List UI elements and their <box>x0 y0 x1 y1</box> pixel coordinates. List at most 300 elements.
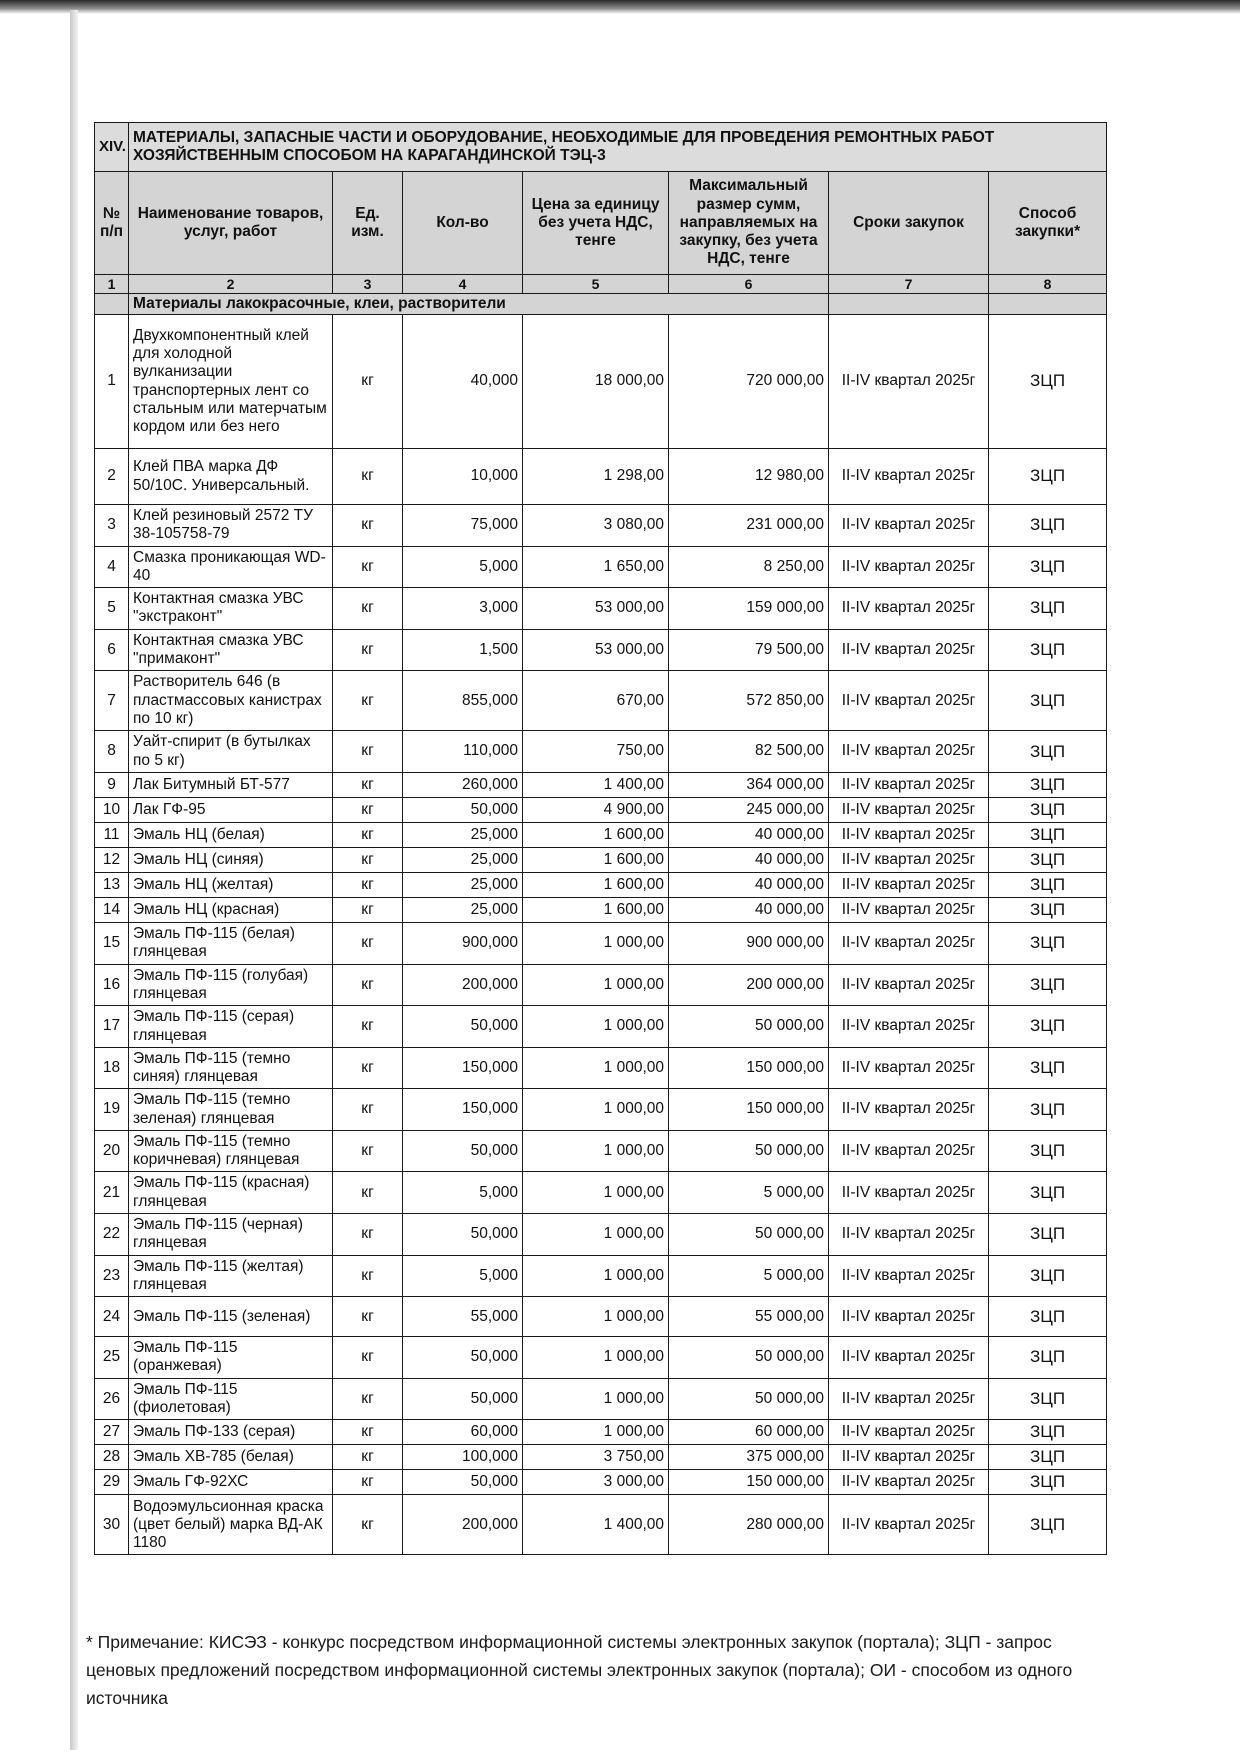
max-amount: 60 000,00 <box>669 1420 829 1445</box>
unit: кг <box>333 671 403 731</box>
item-name: Эмаль ГФ-92ХС <box>129 1470 333 1495</box>
unit-price: 3 080,00 <box>523 505 669 547</box>
table-row <box>95 1420 1107 1445</box>
max-amount: 720 000,00 <box>669 315 829 449</box>
row-number: 23 <box>95 1255 129 1297</box>
row-number: 29 <box>95 1470 129 1495</box>
quantity: 50,000 <box>403 1378 523 1420</box>
unit: кг <box>333 588 403 630</box>
row-number: 11 <box>95 822 129 847</box>
column-number-row <box>95 275 1107 294</box>
unit-price: 1 000,00 <box>523 1297 669 1337</box>
item-name: Лак ГФ-95 <box>129 797 333 822</box>
purchase-period: II-IV квартал 2025г <box>829 629 989 671</box>
unit: кг <box>333 1130 403 1172</box>
unit: кг <box>333 923 403 965</box>
column-header: Цена за единицу без учета НДС, тенге <box>523 172 669 275</box>
unit: кг <box>333 731 403 773</box>
table-row <box>95 449 1107 505</box>
unit: кг <box>333 873 403 898</box>
quantity: 1,500 <box>403 629 523 671</box>
quantity: 50,000 <box>403 1130 523 1172</box>
purchase-method: ЗЦП <box>989 873 1107 898</box>
column-header-row <box>95 172 1107 275</box>
row-number: 2 <box>95 449 129 505</box>
quantity: 5,000 <box>403 1255 523 1297</box>
row-number: 3 <box>95 505 129 547</box>
max-amount: 50 000,00 <box>669 1006 829 1048</box>
purchase-period: II-IV квартал 2025г <box>829 315 989 449</box>
item-name: Эмаль ПФ-115 (серая) глянцевая <box>129 1006 333 1048</box>
category-row <box>95 294 1107 315</box>
purchase-period: II-IV квартал 2025г <box>829 873 989 898</box>
unit-price: 1 600,00 <box>523 898 669 923</box>
item-name: Эмаль ПФ-115 (белая) глянцевая <box>129 923 333 965</box>
quantity: 110,000 <box>403 731 523 773</box>
column-number: 6 <box>669 275 829 294</box>
row-number: 27 <box>95 1420 129 1445</box>
quantity: 25,000 <box>403 898 523 923</box>
unit: кг <box>333 1445 403 1470</box>
max-amount: 40 000,00 <box>669 822 829 847</box>
purchase-period: II-IV квартал 2025г <box>829 1470 989 1495</box>
quantity: 60,000 <box>403 1420 523 1445</box>
purchase-period: II-IV квартал 2025г <box>829 1255 989 1297</box>
unit: кг <box>333 847 403 872</box>
unit: кг <box>333 772 403 797</box>
purchase-method: ЗЦП <box>989 797 1107 822</box>
unit: кг <box>333 505 403 547</box>
max-amount: 375 000,00 <box>669 1445 829 1470</box>
quantity: 150,000 <box>403 1047 523 1089</box>
column-number: 3 <box>333 275 403 294</box>
purchase-method: ЗЦП <box>989 898 1107 923</box>
purchase-method: ЗЦП <box>989 847 1107 872</box>
item-name: Эмаль НЦ (белая) <box>129 822 333 847</box>
purchase-method: ЗЦП <box>989 772 1107 797</box>
column-number: 1 <box>95 275 129 294</box>
purchase-method: ЗЦП <box>989 1255 1107 1297</box>
quantity: 25,000 <box>403 822 523 847</box>
quantity: 5,000 <box>403 546 523 588</box>
purchase-period: II-IV квартал 2025г <box>829 731 989 773</box>
max-amount: 200 000,00 <box>669 964 829 1006</box>
quantity: 150,000 <box>403 1089 523 1131</box>
purchase-period: II-IV квартал 2025г <box>829 1089 989 1131</box>
unit-price: 1 600,00 <box>523 822 669 847</box>
max-amount: 5 000,00 <box>669 1255 829 1297</box>
max-amount: 364 000,00 <box>669 772 829 797</box>
quantity: 50,000 <box>403 1470 523 1495</box>
row-number: 10 <box>95 797 129 822</box>
max-amount: 40 000,00 <box>669 898 829 923</box>
quantity: 5,000 <box>403 1172 523 1214</box>
unit: кг <box>333 1006 403 1048</box>
unit: кг <box>333 1297 403 1337</box>
row-number: 4 <box>95 546 129 588</box>
scan-edge-top <box>0 0 1240 14</box>
table-row <box>95 772 1107 797</box>
item-name: Эмаль ПФ-133 (серая) <box>129 1420 333 1445</box>
unit-price: 53 000,00 <box>523 588 669 630</box>
purchase-period: II-IV квартал 2025г <box>829 847 989 872</box>
row-number: 21 <box>95 1172 129 1214</box>
item-name: Эмаль ПФ-115 (фиолетовая) <box>129 1378 333 1420</box>
table-row <box>95 1130 1107 1172</box>
table-row <box>95 847 1107 872</box>
purchase-period: II-IV квартал 2025г <box>829 1445 989 1470</box>
row-number: 28 <box>95 1445 129 1470</box>
max-amount: 5 000,00 <box>669 1172 829 1214</box>
item-name: Клей ПВА марка ДФ 50/10С. Универсальный. <box>129 449 333 505</box>
purchase-method: ЗЦП <box>989 1297 1107 1337</box>
quantity: 3,000 <box>403 588 523 630</box>
unit-price: 670,00 <box>523 671 669 731</box>
purchase-period: II-IV квартал 2025г <box>829 898 989 923</box>
item-name: Эмаль ХВ-785 (белая) <box>129 1445 333 1470</box>
unit-price: 3 000,00 <box>523 1470 669 1495</box>
quantity: 50,000 <box>403 1006 523 1048</box>
unit: кг <box>333 964 403 1006</box>
quantity: 900,000 <box>403 923 523 965</box>
unit-price: 1 298,00 <box>523 449 669 505</box>
item-name: Смазка проникающая WD-40 <box>129 546 333 588</box>
purchase-method: ЗЦП <box>989 629 1107 671</box>
column-header: Ед. изм. <box>333 172 403 275</box>
purchase-period: II-IV квартал 2025г <box>829 671 989 731</box>
purchase-period: II-IV квартал 2025г <box>829 1420 989 1445</box>
purchase-method: ЗЦП <box>989 1378 1107 1420</box>
purchase-period: II-IV квартал 2025г <box>829 1297 989 1337</box>
unit-price: 1 000,00 <box>523 964 669 1006</box>
quantity: 260,000 <box>403 772 523 797</box>
row-number: 18 <box>95 1047 129 1089</box>
column-header: Кол-во <box>403 172 523 275</box>
purchase-method: ЗЦП <box>989 546 1107 588</box>
table-row <box>95 731 1107 773</box>
column-number: 4 <box>403 275 523 294</box>
max-amount: 50 000,00 <box>669 1214 829 1256</box>
item-name: Уайт-спирит (в бутылках по 5 кг) <box>129 731 333 773</box>
table-row <box>95 1006 1107 1048</box>
purchase-method: ЗЦП <box>989 315 1107 449</box>
purchase-method: ЗЦП <box>989 822 1107 847</box>
column-header: Сроки закупок <box>829 172 989 275</box>
row-number: 17 <box>95 1006 129 1048</box>
unit-price: 1 600,00 <box>523 873 669 898</box>
row-number: 15 <box>95 923 129 965</box>
unit-price: 1 400,00 <box>523 1495 669 1555</box>
procurement-table <box>94 122 1107 1555</box>
purchase-method: ЗЦП <box>989 1337 1107 1379</box>
quantity: 200,000 <box>403 1495 523 1555</box>
item-name: Эмаль ПФ-115 (зеленая) <box>129 1297 333 1337</box>
item-name: Эмаль ПФ-115 (желтая) глянцевая <box>129 1255 333 1297</box>
unit-price: 1 000,00 <box>523 1006 669 1048</box>
purchase-period: II-IV квартал 2025г <box>829 923 989 965</box>
purchase-method: ЗЦП <box>989 731 1107 773</box>
row-number: 5 <box>95 588 129 630</box>
unit-price: 1 400,00 <box>523 772 669 797</box>
purchase-method: ЗЦП <box>989 1445 1107 1470</box>
max-amount: 150 000,00 <box>669 1470 829 1495</box>
item-name: Эмаль ПФ-115 (оранжевая) <box>129 1337 333 1379</box>
item-name: Водоэмульсионная краска (цвет белый) марка ВД-АК 1180 <box>129 1495 333 1555</box>
max-amount: 50 000,00 <box>669 1378 829 1420</box>
max-amount: 150 000,00 <box>669 1089 829 1131</box>
column-header: Максимальный размер сумм, направляемых на закупку, без учета НДС, тенге <box>669 172 829 275</box>
table-row <box>95 1470 1107 1495</box>
category-title: Материалы лакокрасочные, клеи, растворители <box>129 294 829 315</box>
unit-price: 1 600,00 <box>523 847 669 872</box>
table-row <box>95 1495 1107 1555</box>
table-row <box>95 797 1107 822</box>
unit-price: 4 900,00 <box>523 797 669 822</box>
purchase-method: ЗЦП <box>989 1495 1107 1555</box>
purchase-method: ЗЦП <box>989 505 1107 547</box>
max-amount: 900 000,00 <box>669 923 829 965</box>
row-number: 26 <box>95 1378 129 1420</box>
quantity: 200,000 <box>403 964 523 1006</box>
category-spacer <box>829 294 989 315</box>
purchase-method: ЗЦП <box>989 588 1107 630</box>
table-row <box>95 873 1107 898</box>
max-amount: 50 000,00 <box>669 1130 829 1172</box>
purchase-method: ЗЦП <box>989 964 1107 1006</box>
item-name: Растворитель 646 (в пластмассовых канистрах по 10 кг) <box>129 671 333 731</box>
row-number: 1 <box>95 315 129 449</box>
item-name: Эмаль ПФ-115 (темно зеленая) глянцевая <box>129 1089 333 1131</box>
table-row <box>95 671 1107 731</box>
unit: кг <box>333 797 403 822</box>
unit: кг <box>333 1255 403 1297</box>
item-name: Эмаль ПФ-115 (красная) глянцевая <box>129 1172 333 1214</box>
procurement-sheet <box>94 122 1106 1555</box>
quantity: 25,000 <box>403 847 523 872</box>
item-name: Контактная смазка УВС "примаконт" <box>129 629 333 671</box>
purchase-period: II-IV квартал 2025г <box>829 1378 989 1420</box>
purchase-period: II-IV квартал 2025г <box>829 546 989 588</box>
purchase-period: II-IV квартал 2025г <box>829 1006 989 1048</box>
purchase-period: II-IV квартал 2025г <box>829 772 989 797</box>
unit-price: 1 000,00 <box>523 1214 669 1256</box>
quantity: 50,000 <box>403 1214 523 1256</box>
unit: кг <box>333 315 403 449</box>
column-header: Способ закупки* <box>989 172 1107 275</box>
quantity: 50,000 <box>403 797 523 822</box>
row-number: 9 <box>95 772 129 797</box>
purchase-method: ЗЦП <box>989 1006 1107 1048</box>
item-name: Эмаль НЦ (красная) <box>129 898 333 923</box>
column-header: № п/п <box>95 172 129 275</box>
category-spacer <box>95 294 129 315</box>
purchase-method: ЗЦП <box>989 923 1107 965</box>
table-row <box>95 1378 1107 1420</box>
unit: кг <box>333 1089 403 1131</box>
row-number: 13 <box>95 873 129 898</box>
unit: кг <box>333 546 403 588</box>
max-amount: 50 000,00 <box>669 1337 829 1379</box>
purchase-method: ЗЦП <box>989 1130 1107 1172</box>
item-name: Эмаль ПФ-115 (темно синяя) глянцевая <box>129 1047 333 1089</box>
row-number: 14 <box>95 898 129 923</box>
unit-price: 1 000,00 <box>523 1378 669 1420</box>
purchase-period: II-IV квартал 2025г <box>829 1495 989 1555</box>
row-number: 30 <box>95 1495 129 1555</box>
row-number: 22 <box>95 1214 129 1256</box>
unit: кг <box>333 822 403 847</box>
purchase-period: II-IV квартал 2025г <box>829 449 989 505</box>
table-row <box>95 822 1107 847</box>
table-row <box>95 505 1107 547</box>
item-name: Двухкомпонентный клей для холодной вулканизации транспортерных лент со стальным или матерчатым кордом или без него <box>129 315 333 449</box>
purchase-period: II-IV квартал 2025г <box>829 1172 989 1214</box>
max-amount: 40 000,00 <box>669 847 829 872</box>
max-amount: 55 000,00 <box>669 1297 829 1337</box>
column-number: 5 <box>523 275 669 294</box>
max-amount: 150 000,00 <box>669 1047 829 1089</box>
max-amount: 40 000,00 <box>669 873 829 898</box>
unit-price: 3 750,00 <box>523 1445 669 1470</box>
table-row <box>95 1047 1107 1089</box>
item-name: Эмаль ПФ-115 (голубая) глянцевая <box>129 964 333 1006</box>
unit-price: 750,00 <box>523 731 669 773</box>
unit-price: 1 000,00 <box>523 923 669 965</box>
purchase-period: II-IV квартал 2025г <box>829 588 989 630</box>
quantity: 40,000 <box>403 315 523 449</box>
table-row <box>95 1337 1107 1379</box>
purchase-method: ЗЦП <box>989 1172 1107 1214</box>
unit-price: 18 000,00 <box>523 315 669 449</box>
max-amount: 8 250,00 <box>669 546 829 588</box>
unit: кг <box>333 1470 403 1495</box>
item-name: Контактная смазка УВС "экстраконт" <box>129 588 333 630</box>
max-amount: 572 850,00 <box>669 671 829 731</box>
unit-price: 1 000,00 <box>523 1130 669 1172</box>
unit: кг <box>333 1337 403 1379</box>
purchase-period: II-IV квартал 2025г <box>829 1130 989 1172</box>
quantity: 25,000 <box>403 873 523 898</box>
purchase-method: ЗЦП <box>989 671 1107 731</box>
unit: кг <box>333 629 403 671</box>
purchase-period: II-IV квартал 2025г <box>829 964 989 1006</box>
purchase-method: ЗЦП <box>989 1089 1107 1131</box>
quantity: 100,000 <box>403 1445 523 1470</box>
max-amount: 280 000,00 <box>669 1495 829 1555</box>
purchase-period: II-IV квартал 2025г <box>829 505 989 547</box>
unit-price: 1 000,00 <box>523 1172 669 1214</box>
column-number: 8 <box>989 275 1107 294</box>
row-number: 25 <box>95 1337 129 1379</box>
column-number: 2 <box>129 275 333 294</box>
quantity: 855,000 <box>403 671 523 731</box>
row-number: 8 <box>95 731 129 773</box>
table-row <box>95 898 1107 923</box>
unit-price: 53 000,00 <box>523 629 669 671</box>
table-row <box>95 1172 1107 1214</box>
row-number: 16 <box>95 964 129 1006</box>
purchase-method: ЗЦП <box>989 1470 1107 1495</box>
section-number: XIV. <box>95 123 129 172</box>
max-amount: 231 000,00 <box>669 505 829 547</box>
table-row <box>95 315 1107 449</box>
table-row <box>95 629 1107 671</box>
section-title: МАТЕРИАЛЫ, ЗАПАСНЫЕ ЧАСТИ И ОБОРУДОВАНИЕ, НЕОБХОДИМЫЕ ДЛЯ ПРОВЕДЕНИЯ РЕМОНТНЫХ РАБОТ ХОЗЯЙСТВЕННЫМ СПОСОБОМ НА КАРАГАНДИНСКОЙ ТЭЦ-3 <box>129 123 1107 172</box>
table-row <box>95 546 1107 588</box>
unit: кг <box>333 1172 403 1214</box>
table-body <box>95 315 1107 1555</box>
column-header: Наименование товаров, услуг, работ <box>129 172 333 275</box>
unit: кг <box>333 1378 403 1420</box>
unit-price: 1 000,00 <box>523 1047 669 1089</box>
row-number: 20 <box>95 1130 129 1172</box>
purchase-period: II-IV квартал 2025г <box>829 1047 989 1089</box>
row-number: 24 <box>95 1297 129 1337</box>
quantity: 55,000 <box>403 1297 523 1337</box>
item-name: Клей резиновый 2572 ТУ 38-105758-79 <box>129 505 333 547</box>
max-amount: 12 980,00 <box>669 449 829 505</box>
table-row <box>95 1445 1107 1470</box>
table-row <box>95 1255 1107 1297</box>
table-row <box>95 923 1107 965</box>
row-number: 7 <box>95 671 129 731</box>
item-name: Эмаль ПФ-115 (черная) глянцевая <box>129 1214 333 1256</box>
purchase-method: ЗЦП <box>989 1214 1107 1256</box>
table-row <box>95 588 1107 630</box>
unit: кг <box>333 898 403 923</box>
item-name: Эмаль НЦ (желтая) <box>129 873 333 898</box>
purchase-period: II-IV квартал 2025г <box>829 797 989 822</box>
category-spacer <box>989 294 1107 315</box>
row-number: 6 <box>95 629 129 671</box>
max-amount: 82 500,00 <box>669 731 829 773</box>
unit-price: 1 000,00 <box>523 1420 669 1445</box>
unit: кг <box>333 1214 403 1256</box>
unit-price: 1 000,00 <box>523 1337 669 1379</box>
max-amount: 79 500,00 <box>669 629 829 671</box>
row-number: 12 <box>95 847 129 872</box>
quantity: 10,000 <box>403 449 523 505</box>
unit-price: 1 000,00 <box>523 1089 669 1131</box>
table-row <box>95 1297 1107 1337</box>
purchase-method: ЗЦП <box>989 1420 1107 1445</box>
item-name: Эмаль НЦ (синяя) <box>129 847 333 872</box>
table-row <box>95 964 1107 1006</box>
purchase-period: II-IV квартал 2025г <box>829 1337 989 1379</box>
footnote: * Примечание: КИСЭЗ - конкурс посредством информационной системы электронных закупок (портала); ЗЦП - запрос ценовых предложений посредством информационной системы электронных закупок (портала); ОИ - способом из одного источника <box>86 1632 1073 1708</box>
unit-price: 1 000,00 <box>523 1255 669 1297</box>
purchase-method: ЗЦП <box>989 1047 1107 1089</box>
unit: кг <box>333 1420 403 1445</box>
row-number: 19 <box>95 1089 129 1131</box>
purchase-method: ЗЦП <box>989 449 1107 505</box>
unit-price: 1 650,00 <box>523 546 669 588</box>
max-amount: 245 000,00 <box>669 797 829 822</box>
scan-edge-left <box>70 10 78 1750</box>
item-name: Эмаль ПФ-115 (темно коричневая) глянцевая <box>129 1130 333 1172</box>
unit: кг <box>333 1495 403 1555</box>
section-header-row <box>95 123 1107 172</box>
item-name: Лак Битумный БТ-577 <box>129 772 333 797</box>
purchase-period: II-IV квартал 2025г <box>829 1214 989 1256</box>
unit: кг <box>333 1047 403 1089</box>
table-row <box>95 1214 1107 1256</box>
max-amount: 159 000,00 <box>669 588 829 630</box>
column-number: 7 <box>829 275 989 294</box>
unit: кг <box>333 449 403 505</box>
table-row <box>95 1089 1107 1131</box>
quantity: 50,000 <box>403 1337 523 1379</box>
